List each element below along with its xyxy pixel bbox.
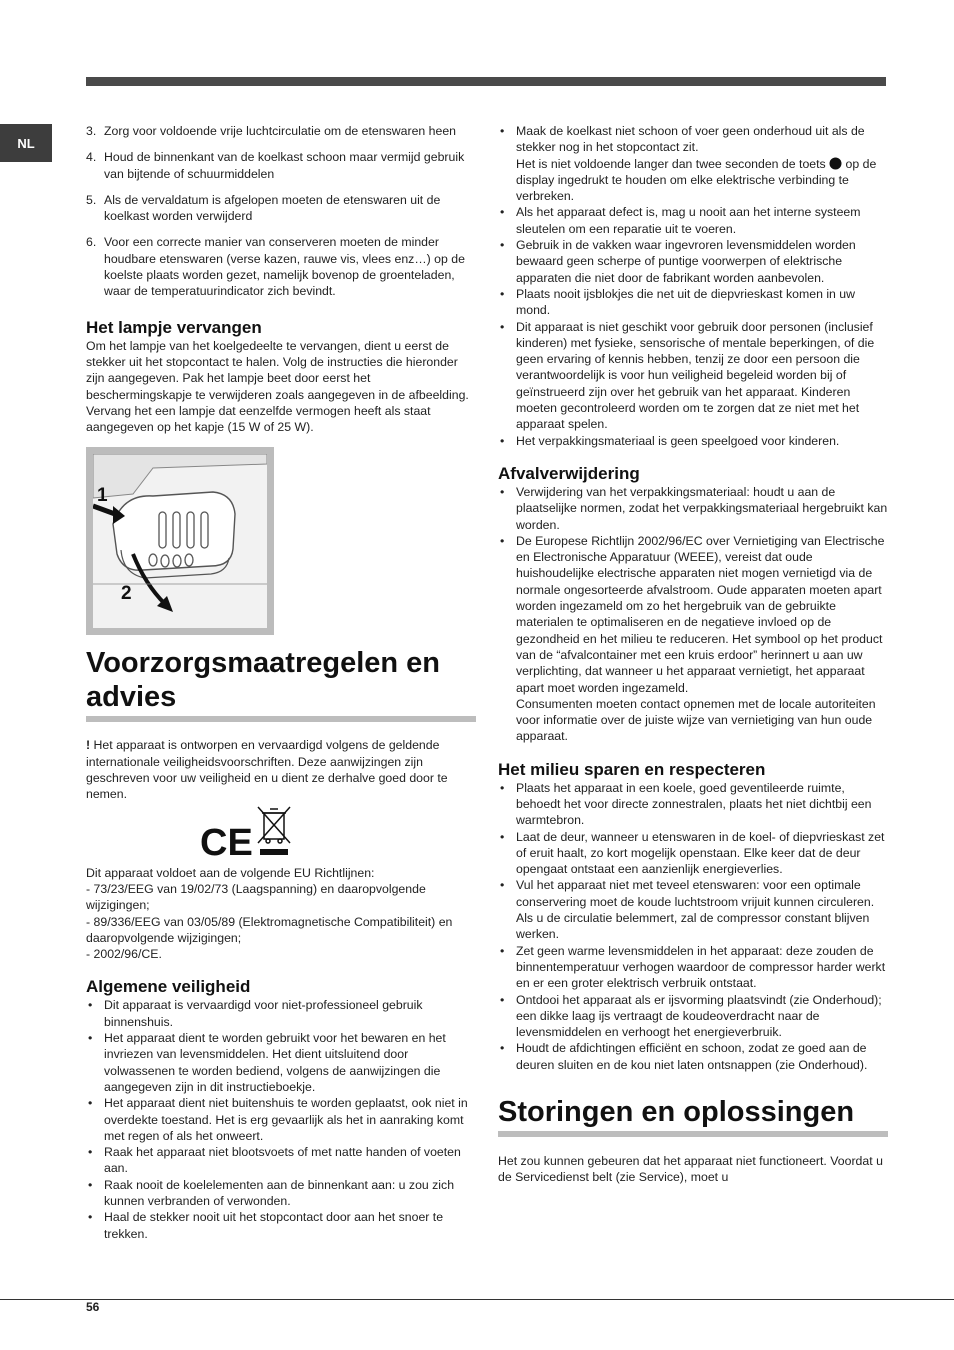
list-item: • Vul het apparaat niet met teveel etenswaren: voor een optimale conservering moet de koude luchtstroom vrijuit kunnen circuleren. Als u de circulatie belemmert, zal de compressor constant blijven werken. <box>498 877 888 942</box>
safety-intro: ! Het apparaat is ontworpen en vervaardigd volgens de geldende internationale veiligheidsvoorschriften. Deze aanwijzingen zijn geschreven voor uw veiligheid en u dient ze derhalve goed door te nemen. <box>86 738 448 802</box>
list-item: • Raak het apparaat niet blootsvoets of met natte handen of voeten aan. <box>86 1144 476 1177</box>
safety-heading: Algemene veiligheid <box>86 977 251 997</box>
list-item: • Het apparaat dient niet buitenshuis te worden geplaatst, ook niet in overdekte toestand. Het is erg gevaarlijk als het in aanraking komt met regen of als het onweert. <box>86 1095 476 1144</box>
troubleshooting-intro: Het zou kunnen gebeuren dat het apparaat niet functioneert. Voordat u de Servicedienst belt (zie Service), moet u <box>498 1154 883 1185</box>
list-item: 6. Voor een correcte manier van conserveren moeten de minder houdbare etenswaren (verse kazen, rauwe vis, vlees enz…) op de koelste plaats worden gezet, namelijk bovenop de groenteladen, waar de temperatuurindicator zich bevindt. <box>86 235 465 299</box>
environment-list <box>498 780 888 1073</box>
ce-mark-text: CE <box>200 821 253 864</box>
troubleshooting-title: Storingen en oplossingen <box>498 1096 855 1129</box>
header-rule <box>86 77 886 86</box>
compliance-marks <box>86 803 476 865</box>
safety-list <box>86 997 476 1241</box>
ce-weee-icon <box>198 803 298 865</box>
directive-line: - 89/336/EEG van 03/05/89 (Elektromagnetische Compatibiliteit) en daaropvolgende wijzigingen; <box>86 914 453 945</box>
tips-list <box>86 123 476 300</box>
list-item: • Plaats het apparaat in een koele, goed geventileerde ruimte, behoedt het voor directe zonnestralen, plaats het niet dichtbij een warmtebron. <box>498 780 888 829</box>
footer-rule <box>0 1299 954 1300</box>
list-item: • Raak nooit de koelelementen aan de binnenkant aan: u zou zich kunnen verbranden of verwonden. <box>86 1177 476 1210</box>
list-item: • Plaats nooit ijsblokjes die net uit de diepvrieskast komen in uw mond. <box>498 286 888 319</box>
list-item: • Gebruik in de vakken waar ingevroren levensmiddelen worden bewaard geen scherpe of puntige voorwerpen of elektrische apparaten die niet door de fabrikant worden aanbevolen. <box>498 237 888 286</box>
list-item: • De Europese Richtlijn 2002/96/EC over Vernietiging van Electrische en Electronische Apparatuur (WEEE), vereist dat oude huishoudelijke electrische apparaten niet mogen vernietigd via de normale ongesorteerde afvalstroom. Oude apparaten moeten apart worden ingezameld om zo het hergebruik van de gebruikte materialen te optimaliseren en de negatieve invloed op de gezondheid en het milieu te reduceren. Het symbool op het product van de “afvalcontainer met een kruis erdoor” herinnert u aan uw verplichting, dat wanneer u het apparaat vernietigt, het apparaat apart moet worden ingezameld. Consumenten moeten contact opnemen met de locale autoriteiten voor informatie over de juiste wijze van vernietiging van hun oude apparaat. <box>498 533 888 745</box>
directive-line: - 2002/96/CE. <box>86 947 162 962</box>
left-column <box>86 123 476 1242</box>
list-item: 5. Als de vervaldatum is afgelopen moeten de etenswaren uit de koelkast worden verwijderd <box>86 192 441 224</box>
list-item: • Haal de stekker nooit uit het stopcontact door aan het snoer te trekken. <box>86 1209 476 1242</box>
troubleshooting-title-rule <box>498 1095 888 1137</box>
environment-heading: Het milieu sparen en respecteren <box>498 759 766 779</box>
directive-line: - 73/23/EEG van 19/02/73 (Laagspanning) en daaropvolgende wijzigingen; <box>86 881 426 913</box>
list-item: • Zet geen warme levensmiddelen in het apparaat: deze zouden de binnentemperatuur verhogen waardoor de compressor harder werkt en er een groter elektrisch verbruik ontstaat. <box>498 943 888 992</box>
list-item: • Dit apparaat is niet geschikt voor gebruik door personen (inclusief kinderen) met fysieke, sensorische of mentale beperkingen, of die geen ervaring of kennis hebben, tenzij ze door een persoon die verantwoordelijk is voor hun veiligheid begeleid worden bij of geïnstrueerd zijn over het gebruik van het apparaat. Kinderen moeten gecontroleerd worden om te zorgen dat ze niet met het apparaat spelen. <box>498 319 888 433</box>
figure-label-2: 2 <box>121 583 132 605</box>
lamp-paragraph: Om het lampje van het koelgedeelte te vervangen, dient u eerst de stekker uit het stopcontact te halen. Volg de instructies die hieronder zijn aangegeven. Pak het lampje beet door eerst het beschermingskapje te verwijderen zoals aangegeven in de afbeelding. Vervang het een lampje dat eenzelfde vermogen heeft als staat aangegeven op het kapje (15 W of 25 W). <box>86 338 469 435</box>
list-item: • Ontdooi het apparaat als er ijsvorming plaatsvindt (zie Onderhoud); een dikke laag ijs vertraagt de koudeoverdracht naar de levensmiddelen en verhoogt het energieverbruik. <box>498 992 888 1041</box>
section-title-rule <box>86 646 476 722</box>
figure-label-1: 1 <box>97 485 108 507</box>
list-item: • Houdt de afdichtingen efficiënt en schoon, zodat ze goed aan de deuren sluiten en de kou niet laten ontsnappen (zie Onderhoud). <box>498 1040 888 1073</box>
section-title: Voorzorgsmaatregelen en advies <box>86 647 441 714</box>
safety-list-continued <box>498 123 888 449</box>
list-item: • Verwijdering van het verpakkingsmateriaal: houdt u aan de plaatselijke normen, zodat het verpakkingsmateriaal hergebruikt kan worden. <box>498 484 888 533</box>
waste-heading: Afvalverwijdering <box>498 463 640 483</box>
directives-intro: Dit apparaat voldoet aan de volgende EU Richtlijnen: <box>86 865 375 880</box>
list-item: • Het apparaat dient te worden gebruikt voor het bewaren en het invriezen van levensmiddelen. Het dient uitsluitend door volwassenen te worden bediend, volgens de aanwijzingen die aangegeven zijn in dit instructieboekje. <box>86 1030 476 1095</box>
list-item: • Laat de deur, wanneer u etenswaren in de koel- of diepvrieskast zet of eruit haalt, zo kort mogelijk openstaan. Elke keer dat de deur opengaat ontstaat een aanzienlijk energieverlies. <box>498 829 888 878</box>
list-item: • Als het apparaat defect is, mag u nooit aan het interne systeem sleutelen om een reparatie uit te voeren. <box>498 204 888 237</box>
list-item: • Dit apparaat is vervaardigd voor niet-professioneel gebruik binnenshuis. <box>86 997 476 1030</box>
lamp-heading: Het lampje vervangen <box>86 317 262 337</box>
page-number: 56 <box>86 1300 100 1314</box>
warning-mark: ! <box>86 738 91 753</box>
list-item: • Het verpakkingsmateriaal is geen speelgoed voor kinderen. <box>498 433 888 449</box>
right-column <box>498 123 888 1186</box>
language-tab: NL <box>0 124 52 162</box>
list-item: 4. Houd de binnenkant van de koelkast schoon maar vermijd gebruik van bijtende of schuurmiddelen <box>86 150 465 181</box>
lamp-figure <box>86 447 274 635</box>
list-item: 3. Zorg voor voldoende vrije luchtcirculatie om de etenswaren heen <box>86 124 457 138</box>
lamp-cover-illustration <box>93 454 267 628</box>
waste-list <box>498 484 888 745</box>
power-button-icon <box>829 157 842 170</box>
list-item: • Maak de koelkast niet schoon of voer geen onderhoud uit als de stekker nog in het stopcontact zit. Het is niet voldoende langer dan twee seconden de toets op de display ingedrukt te houden om elke elektrische verbinding te verbreken. <box>498 123 888 204</box>
